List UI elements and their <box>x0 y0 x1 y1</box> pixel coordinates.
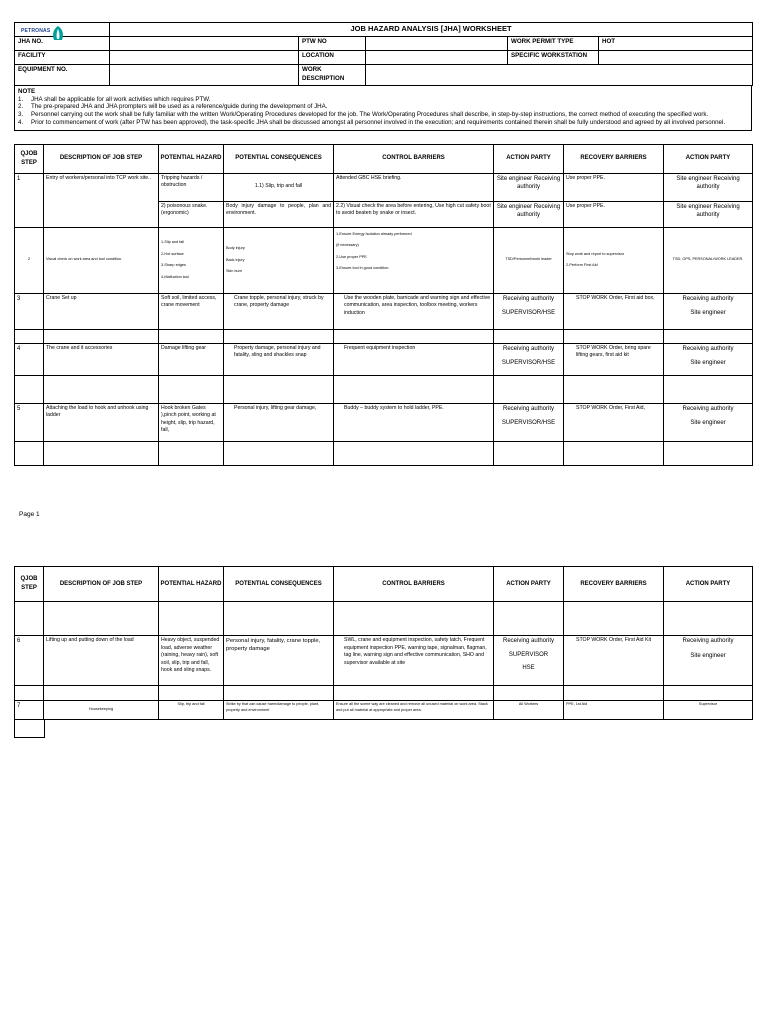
action-party-cell <box>494 343 564 375</box>
empty-cell <box>494 441 564 465</box>
control-item: 2-Use proper PPE <box>336 254 367 259</box>
action-party-cell <box>494 636 564 686</box>
action-party-2-cell <box>664 293 753 329</box>
jha-worksheet-page2 <box>14 566 752 720</box>
col-hazard: POTENTIAL HAZARD <box>159 567 224 602</box>
control-cell <box>334 227 494 293</box>
specific-workstation-label: SPECIFIC WORKSTATION <box>508 51 599 65</box>
col-step: QJOB STEP <box>15 567 44 602</box>
empty-cell <box>564 602 664 636</box>
facility-field[interactable] <box>110 51 299 65</box>
action-party-item: SUPERVISOR/HSE <box>501 360 556 367</box>
hazard-cell: Damage lifting gear <box>159 343 224 375</box>
jha-no-field[interactable] <box>110 37 299 51</box>
empty-cell <box>224 329 334 343</box>
note-item <box>18 119 748 127</box>
empty-cell <box>224 375 334 403</box>
empty-cell <box>564 329 664 343</box>
action-party-item: Receiving authority <box>502 638 555 644</box>
note-item <box>18 103 748 111</box>
table-row-empty <box>15 686 753 701</box>
hazard-cell: Slip, trip and fall <box>159 701 224 720</box>
hazard-cell: Heavy object, suspended load, adverse weather (raining, heavy rain), soft soil, slip, trip and fall, hook and sling snaps. <box>159 636 224 686</box>
empty-cell <box>159 686 224 701</box>
action-party-item: Site engineer <box>690 360 726 367</box>
empty-cell <box>564 375 664 403</box>
note-item <box>18 96 748 104</box>
table-row-empty <box>15 375 753 403</box>
empty-cell <box>159 602 224 636</box>
col-action-party: ACTION PARTY <box>494 144 564 173</box>
notes-section <box>14 86 752 131</box>
empty-cell <box>664 602 753 636</box>
header-table <box>14 22 753 86</box>
col-recovery: RECOVERY BARRIERS <box>564 567 664 602</box>
empty-cell <box>44 441 159 465</box>
empty-cell <box>159 441 224 465</box>
recovery-cell: PPE, 1st Aid <box>564 701 664 720</box>
table-header-row <box>15 567 753 602</box>
recovery-cell: Use proper PPE. <box>564 173 664 201</box>
work-permit-type-label: WORK PERMIT TYPE <box>508 37 599 51</box>
empty-cell <box>44 686 159 701</box>
empty-cell <box>494 686 564 701</box>
control-cell: Frequent equipment inspection <box>334 343 494 375</box>
empty-cell <box>664 686 753 701</box>
work-permit-type-value[interactable]: HOT <box>599 37 753 51</box>
table-row-empty <box>15 329 753 343</box>
consequence-cell: Personal injury, lifting gear damage, <box>224 403 334 441</box>
col-consequences: POTENTIAL CONSEQUENCES <box>224 144 334 173</box>
consequence-item: Body injury <box>226 246 245 251</box>
work-description-field[interactable] <box>366 65 753 86</box>
control-cell: Buddy – buddy system to hold ladder, PPE. <box>334 403 494 441</box>
recovery-cell: STOP WORK Order, First Aid, <box>564 403 664 441</box>
table-row <box>15 227 753 293</box>
step-number: 7 <box>15 701 44 720</box>
notes-title: NOTE <box>18 87 36 95</box>
col-hazard: POTENTIAL HAZARD <box>159 144 224 173</box>
action-party-item: Site engineer <box>690 652 726 659</box>
col-control: CONTROL BARRIERS <box>334 144 494 173</box>
table-row-empty <box>15 441 753 465</box>
empty-cell <box>159 329 224 343</box>
action-party-item: Receiving authority <box>682 638 734 644</box>
table-header-row <box>15 144 753 173</box>
hazard-cell: Soft soil, limited access, crane movement <box>159 293 224 329</box>
action-party-item: SUPERVISOR <box>508 651 549 658</box>
table-row <box>15 403 753 441</box>
empty-cell <box>564 441 664 465</box>
logo-text: PETRONAS <box>21 28 51 34</box>
action-party-item: Receiving authority <box>682 405 734 412</box>
note-text: The pre-prepared JHA and JHA prompters will be used as a reference/guide during the development of JHA. <box>31 103 328 111</box>
note-number: 3. <box>18 111 24 119</box>
empty-cell <box>334 602 494 636</box>
action-party-item: Site engineer <box>690 420 726 427</box>
action-party-2-cell: TSD, OPS, PERSONAL/WORK LEADER. <box>664 227 753 293</box>
hazard-cell: 2) poisonous snake. (ergonomic) <box>159 201 224 227</box>
empty-cell <box>494 602 564 636</box>
step-number: 2 <box>15 227 44 293</box>
empty-cell <box>15 686 44 701</box>
col-action-party-2: ACTION PARTY <box>664 144 753 173</box>
jha-table-continued <box>14 566 753 720</box>
control-cell: 2.2) Visual check the area before entering, Use high cut safety boot to avoid beaten by snake or insect. <box>334 201 494 227</box>
empty-cell <box>664 375 753 403</box>
empty-cell <box>334 441 494 465</box>
action-party-item: Receiving authority <box>502 405 555 412</box>
control-cell: Attended GBC HSE briefing. <box>334 173 494 201</box>
equipment-no-field[interactable] <box>110 65 299 86</box>
hazard-item: 2-Hot surface <box>161 251 184 256</box>
control-item: (if necessary) <box>336 243 359 248</box>
hazard-cell <box>159 227 224 293</box>
recovery-cell: STOP WORK Order, bring spare lifting gears, first aid kit <box>564 343 664 375</box>
control-cell: Ensure all the scene way are cleaned and remove all unused material on work area. Stack and put all material at appropriate and proper area. <box>334 701 494 720</box>
empty-cell <box>494 329 564 343</box>
empty-cell <box>44 602 159 636</box>
step-description: Housekeeping <box>44 701 159 720</box>
note-item <box>18 111 748 119</box>
action-party-item: SUPERVISOR/HSE <box>501 420 556 427</box>
consequence-cell: Crane topple, personal injury, struck by crane, property damage <box>224 293 334 329</box>
jha-worksheet-page1 <box>14 22 752 466</box>
consequence-cell: Body injury damage to people, plan and environment. <box>224 201 334 227</box>
empty-cell <box>664 441 753 465</box>
empty-cell <box>564 686 664 701</box>
hazard-item: 4-Malfuction tool <box>161 274 189 279</box>
col-consequences: POTENTIAL CONSEQUENCES <box>224 567 334 602</box>
step-description: Attaching the load to hook and unhook using ladder <box>44 403 159 441</box>
col-recovery: RECOVERY BARRIERS <box>564 144 664 173</box>
hazard-item: 3-Sharp edges <box>161 263 186 268</box>
step-number: 1 <box>15 173 44 227</box>
equipment-no-label: EQUIPMENT NO. <box>15 65 110 86</box>
location-field[interactable] <box>366 51 508 65</box>
empty-cell <box>44 375 159 403</box>
table-row-empty <box>15 602 753 636</box>
empty-cell <box>44 329 159 343</box>
consequence-cell: Strike by that can cause harm/damage to people, plant, property and environment <box>224 701 334 720</box>
col-description: DESCRIPTION OF JOB STEP <box>44 567 159 602</box>
empty-cell <box>15 602 44 636</box>
hazard-cell: Hook broken Gates ),pinch point, working at height, slip, trip hazard, fall, <box>159 403 224 441</box>
empty-cell <box>15 329 44 343</box>
action-party-2-cell <box>664 636 753 686</box>
jha-table <box>14 144 753 466</box>
table-row <box>15 636 753 686</box>
step-description: Visual check on work area and tool condition. <box>44 227 159 293</box>
notes-list <box>18 96 748 127</box>
action-party-cell <box>494 293 564 329</box>
work-description-label: WORK DESCRIPTION <box>299 65 366 86</box>
note-number: 1. <box>18 95 24 103</box>
page-title: JOB HAZARD ANALYSIS [JHA] WORKSHEET <box>110 23 753 37</box>
action-party-cell: Site engineer Receiving authority <box>494 201 564 227</box>
table-row <box>15 173 753 201</box>
page-number-label: Page 1 <box>19 511 40 518</box>
note-number: 2. <box>18 103 24 111</box>
action-party-item: Receiving authority <box>682 295 734 302</box>
action-party-item: Receiving authority <box>502 345 555 352</box>
action-party-2-cell <box>664 343 753 375</box>
col-action-party-2: ACTION PARTY <box>664 567 753 602</box>
empty-cell <box>224 686 334 701</box>
control-cell: SWL, crane and equipment inspection, safety latch, Frequent equipment inspection PPE, warning tape, signalman, flagman, tag line, warning sign and effective communication, SHO and supervisor available at site <box>334 636 494 686</box>
note-text: Personnel carrying out the work shall be fully familiar with the written Work/Operating Procedures developed for the job. The Work/Operating Procedures shall describe, in step-by-step instructions, the correct method of executing the specified work. <box>31 111 709 119</box>
hazard-item: 1-Slip and fall <box>161 240 185 245</box>
control-item: 1-Ensure Energy Isolation already performed <box>336 231 412 236</box>
consequence-cell <box>224 227 334 293</box>
control-cell: Use the wooden plate, barricade and warning sign and effective communication, area inspection, toolbox meeting, workers induction <box>334 293 494 329</box>
step-description: The crane and it accessories <box>44 343 159 375</box>
consequence-item: Back injury <box>226 257 245 262</box>
action-party-2-cell: Site engineer Receiving authority <box>664 201 753 227</box>
hazard-cell: Tripping hazards / obstruction <box>159 173 224 201</box>
step-description: Lifting up and putting down of the load <box>44 636 159 686</box>
step-number: 4 <box>15 343 44 375</box>
empty-cell <box>15 375 44 403</box>
consequence-cell: Personal injury, fatality, crane topple, property damage <box>224 636 334 686</box>
empty-cell <box>224 602 334 636</box>
table-row <box>15 293 753 329</box>
col-action-party: ACTION PARTY <box>494 567 564 602</box>
action-party-item: HSE <box>522 665 535 672</box>
recovery-cell: STOP WORK Order, First Aid Kit <box>564 636 664 686</box>
jha-no-label: JHA NO. <box>15 37 110 51</box>
consequence-cell: Property damage, personal injury and fatality, sling and shackles snap <box>224 343 334 375</box>
col-description: DESCRIPTION OF JOB STEP <box>44 144 159 173</box>
step-number: 6 <box>15 636 44 686</box>
location-label: LOCATION <box>299 51 366 65</box>
logo <box>15 23 110 37</box>
control-item: 3-Ensure tool in good condition. <box>336 265 390 270</box>
action-party-cell: TSD/Personnel/work leader <box>494 227 564 293</box>
ptw-no-field[interactable] <box>366 37 508 51</box>
note-number: 4. <box>18 118 24 126</box>
action-party-cell <box>494 403 564 441</box>
recovery-cell: STOP WORK Order, First aid box, <box>564 293 664 329</box>
petronas-logo-icon <box>51 25 65 41</box>
table-row <box>15 343 753 375</box>
col-control: CONTROL BARRIERS <box>334 567 494 602</box>
recovery-cell <box>564 227 664 293</box>
recovery-item: 2-Perform First Aid <box>566 263 598 268</box>
empty-cell <box>664 329 753 343</box>
table-row-stub <box>14 720 45 738</box>
step-number: 3 <box>15 293 44 329</box>
action-party-2-cell <box>664 403 753 441</box>
action-party-item: Receiving authority <box>682 345 734 352</box>
col-step: QJOB STEP <box>15 144 44 173</box>
step-description: Entry of workers/personal into TCP work site.. <box>44 173 159 227</box>
note-text: JHA shall be applicable for all work activities which requires PTW. <box>31 95 211 103</box>
action-party-cell: All Workers <box>494 701 564 720</box>
specific-workstation-field[interactable] <box>599 51 753 65</box>
action-party-cell: Site engineer Receiving authority <box>494 173 564 201</box>
empty-cell <box>15 441 44 465</box>
step-description: Crane Set up <box>44 293 159 329</box>
step-number: 5 <box>15 403 44 441</box>
empty-cell <box>494 375 564 403</box>
empty-cell <box>334 375 494 403</box>
action-party-item: Receiving authority <box>502 295 555 302</box>
table-row <box>15 701 753 720</box>
consequence-cell: 1.1) Slip, trip and fall <box>224 173 334 201</box>
note-text: Prior to commencement of work (after PTW has been approved), the task-specific JHA shall be discussed amongst all personnel involved in the execution; and requirements contained therein shall be fully understood and agreed by all involved personnel. <box>31 118 726 126</box>
empty-cell <box>334 686 494 701</box>
action-party-item: Site engineer <box>690 310 726 317</box>
empty-cell <box>334 329 494 343</box>
facility-label: FACILITY <box>15 51 110 65</box>
empty-cell <box>159 375 224 403</box>
recovery-item: Stop work and report to supervisor <box>566 251 625 256</box>
ptw-no-label: PTW NO <box>299 37 366 51</box>
action-party-2-cell: Site engineer Receiving authority <box>664 173 753 201</box>
consequence-item: Skin burn <box>226 268 243 273</box>
empty-cell <box>224 441 334 465</box>
action-party-2-cell: Supervisor <box>664 701 753 720</box>
action-party-item: SUPERVISOR/HSE <box>501 310 556 317</box>
recovery-cell: Use proper PPE. <box>564 201 664 227</box>
